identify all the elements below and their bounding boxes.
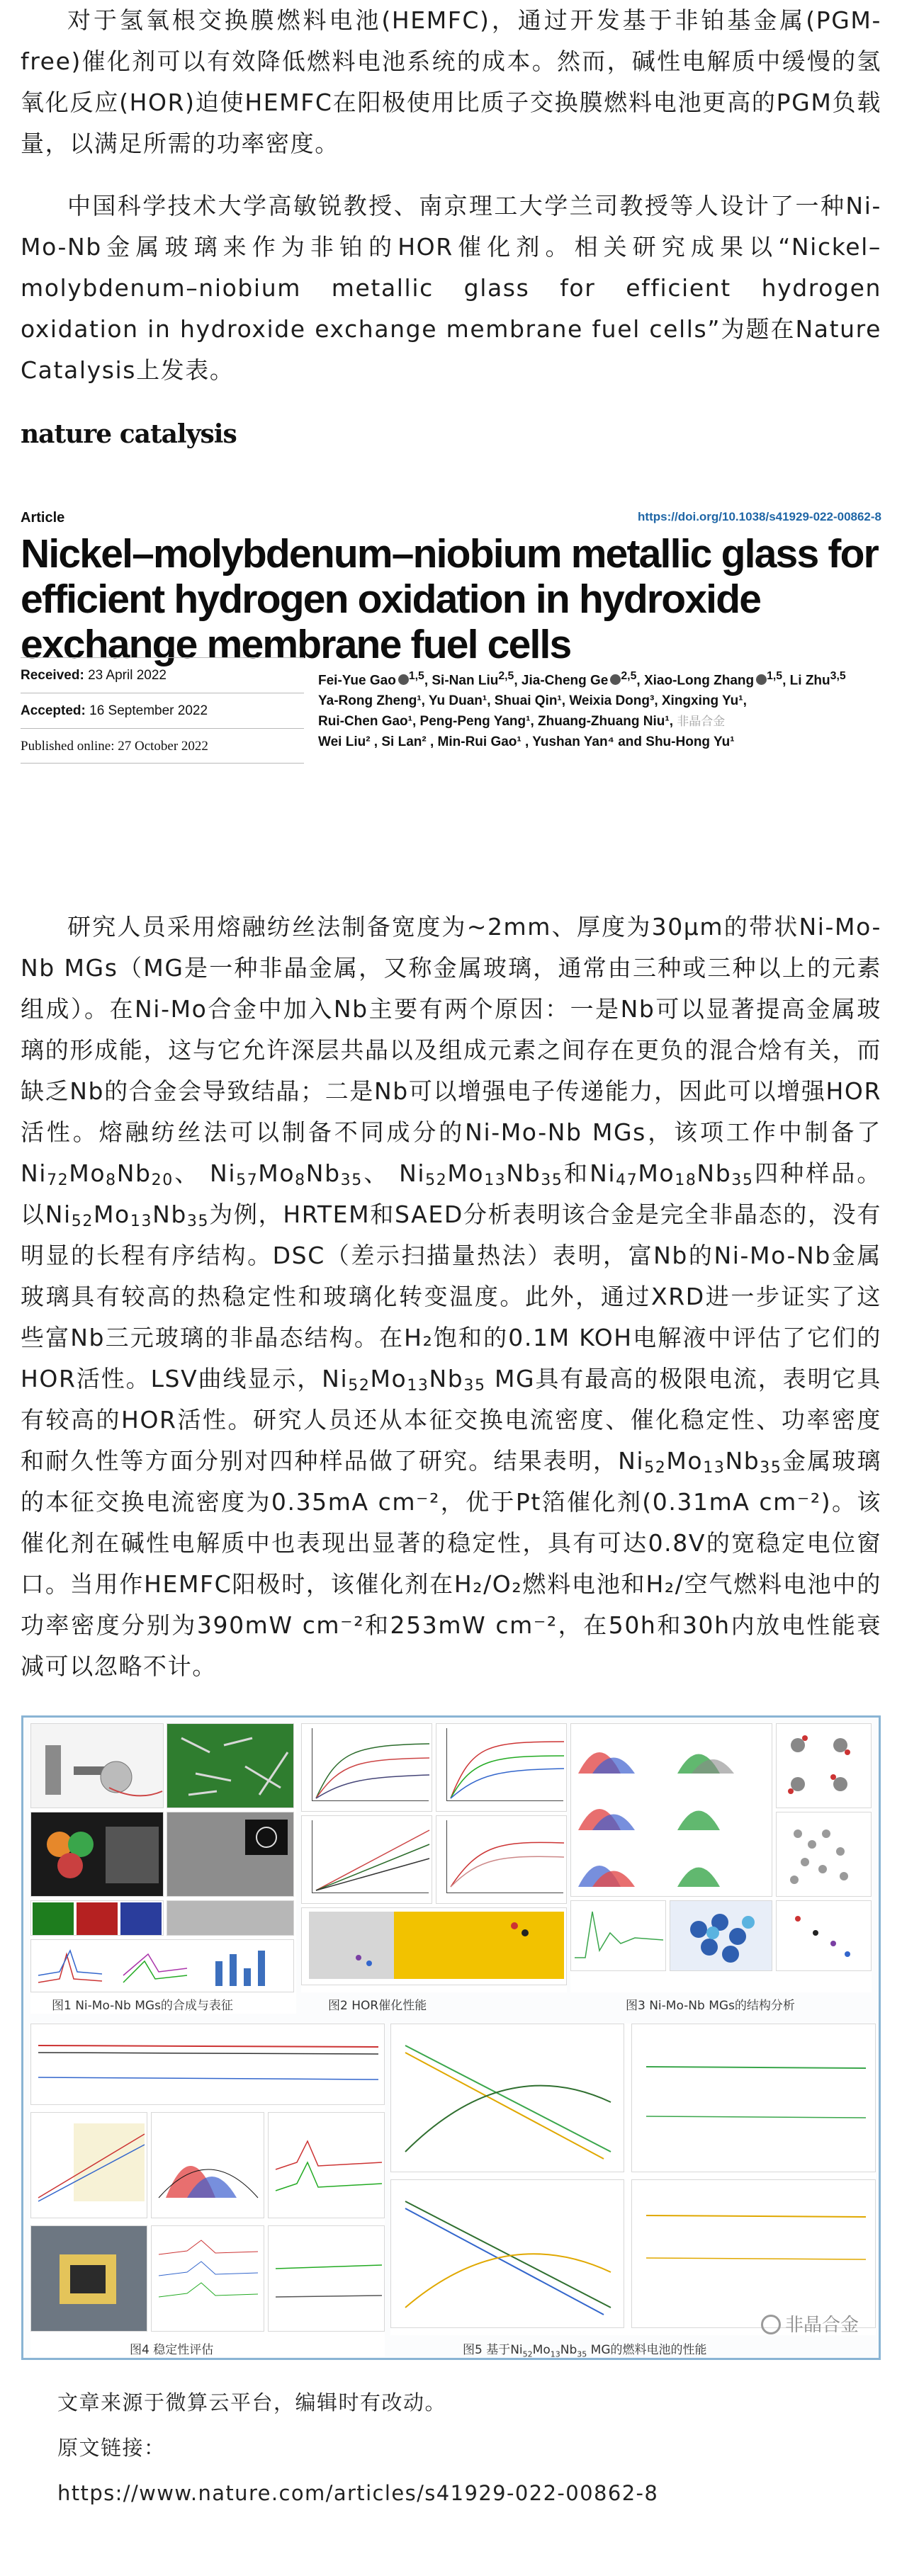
volcano-plot <box>301 1907 567 1985</box>
alloy-ni52-ref: $Ni_{52}Mo_{13}Nb_{35}$ <box>618 1447 782 1477</box>
doi-link[interactable]: https://doi.org/10.1038/s41929-022-00862-8 <box>638 510 881 523</box>
scatter-points <box>777 1901 872 1972</box>
body-text-e: 金属玻璃的本征交换电流密度为0.35mA cm⁻²，优于Pt箔催化剂(0.31mA cm⁻²)。该催化剂在碱性电解质中也表现出显著的稳定性，具有可达0.8V的宽稳定电位窗口。当用作HEMFC阳极时，该催化剂在H₂/O₂燃料电池和H₂/空气燃料电池中的功率密度分别为390mW cm⁻²和253mW cm⁻²，在50h和30h内放电性能衰减可以忽略不计。 <box>21 1447 881 1680</box>
xps-fit-peaks <box>152 2113 265 2219</box>
yellow-region-plot <box>302 1908 567 1986</box>
alloy-ni52: $Ni_{52}Mo_{13}Nb_{35}$ <box>399 1159 563 1189</box>
eds-maps <box>30 1900 164 1936</box>
alloy-ni72: $Ni_{72}Mo_8Nb_{20}$ <box>21 1159 174 1189</box>
separator: 和 <box>563 1159 590 1187</box>
source-note: 文章来源于微算云平台，编辑时有改动。 <box>57 2390 447 2415</box>
element-diagram <box>30 1812 164 1897</box>
cell-apparatus <box>31 2226 148 2332</box>
gaussian-peaks <box>571 1724 773 1897</box>
cell-photo <box>30 2225 147 2332</box>
figure-2-caption: 图2 HOR催化性能 <box>328 1999 427 2013</box>
author-names: Rui-Chen Gao¹, Peng-Peng Yang¹, Zhuang-Zhuang Niu¹, <box>318 714 674 730</box>
orcid-icon <box>756 674 767 685</box>
scatter-plot <box>776 1900 872 1971</box>
accepted-date <box>21 693 304 728</box>
tafel-plot <box>301 1815 432 1904</box>
author-name: Fei-Yue Gao <box>318 673 396 688</box>
hrtem-image <box>167 1900 294 1936</box>
alloy-ni47: $Ni_{47}Mo_{18}Nb_{35}$ <box>590 1159 754 1189</box>
accepted-value: 16 September 2022 <box>89 703 208 718</box>
raman-lines <box>269 2113 385 2219</box>
separator: 、 <box>173 1159 201 1187</box>
orcid-icon <box>610 674 621 685</box>
paper-dates <box>21 657 304 764</box>
pdf-curves <box>570 1723 772 1897</box>
intro-paragraph-1: 对于氢氧根交换膜燃料电池(HEMFC)，通过开发基于非铂基金属(PGM-free)催化剂可以有效降低燃料电池系统的成本。然而，碱性电解质中缓慢的氢氧化反应(HOR)迫使HEMFC在阳极使用比质子交换膜燃料电池更高的PGM负载量，以满足所需的功率密度。 <box>21 6 881 157</box>
accepted-label: Accepted: <box>21 703 86 718</box>
tafel-lines <box>302 1816 433 1905</box>
body-text-a: 研究人员采用熔融纺丝法制备宽度为~2mm、厚度为30μm的带状Ni-Mo-Nb MGs（MG是一种非晶金属，又称金属玻璃，通常由三种或三种以上的元素组成）。在Ni-Mo合金中加入Nb主要有两个原因：一是Nb可以显著提高金属玻璃的形成能，这与它允许深层共晶以及组成元素之间存在更负的混合焓有关，而缺乏Nb的合金会导致结晶；二是Nb可以增强电子传递能力，因此可以增强HOR活性。熔融纺丝法可以制备不同成分的Ni-Mo-Nb MGs，该项工作中制备了 <box>21 913 881 1146</box>
footer <box>57 2380 902 2516</box>
stability-curves <box>436 1815 567 1904</box>
saed-pattern <box>167 1812 295 1897</box>
cluster-glyphs <box>777 1724 872 1809</box>
alloy-ni52-ref: $Ni_{52}Mo_{13}Nb_{35}$ <box>45 1201 210 1230</box>
author-affil: 3,5 <box>830 670 846 682</box>
author-affil: 2,5 <box>621 670 637 682</box>
fig1-panel <box>30 1723 296 2014</box>
body-paragraph <box>21 907 881 1687</box>
watermark <box>761 2310 859 2337</box>
cv-plot <box>30 2112 147 2218</box>
link-label: 原文链接： <box>57 2436 166 2460</box>
chronoamperometry-plot <box>30 2024 385 2105</box>
apparatus-illustration <box>31 1724 164 1809</box>
ribbon-pieces <box>167 1724 295 1809</box>
author-line-4: Wei Liu² , Si Lan² , Min-Rui Gao¹ , Yushan Yan⁴ and Shu-Hong Yu¹ <box>318 734 735 750</box>
spinning-setup-image <box>30 1723 164 1808</box>
author-affil: 2,5 <box>498 670 514 682</box>
watermark-logo-icon <box>761 2315 781 2334</box>
separator: 、 <box>362 1159 390 1187</box>
h2-air-durability <box>631 2179 876 2328</box>
author-name: , Xiao-Long Zhang <box>636 673 755 688</box>
venn-diagram <box>31 1812 164 1897</box>
body-text-b: 四种样品。以 <box>21 1159 882 1228</box>
h2air-durability-line <box>632 2180 876 2329</box>
author-name: , Jia-Cheng Ge <box>514 673 609 688</box>
figure-5-caption: 图5 基于$Ni_{52}Mo_{13}Nb_{35}$ MG的燃料电池的性能 <box>463 2343 707 2359</box>
alloy-ni57: $Ni_{57}Mo_8Nb_{35}$ <box>210 1159 363 1189</box>
author-affil: 1,5 <box>767 670 783 682</box>
stability-trace <box>31 2024 385 2106</box>
impedance-plot <box>268 2225 385 2332</box>
impedance-lines <box>269 2226 385 2332</box>
inline-watermark: 非晶合金 <box>677 715 726 729</box>
received-date <box>21 657 304 693</box>
author-name: , Li Zhu <box>782 673 830 688</box>
composite-figure <box>21 1715 881 2360</box>
author-line-2: Ya-Rong Zheng¹, Yu Duan¹, Shuai Qin¹, Weixia Dong³, Xingxing Yu¹, <box>318 693 747 709</box>
rdf-plot <box>570 1900 666 1971</box>
fig4-panel <box>30 2024 385 2356</box>
watermark-text: 非晶合金 <box>784 2315 859 2336</box>
xrd-lines <box>152 2226 265 2332</box>
atom-cloud <box>777 1812 872 1897</box>
paper-header-image <box>21 419 881 892</box>
cluster-models <box>776 1723 872 1808</box>
raman-plot <box>268 2112 385 2218</box>
author-affil: 1,5 <box>408 670 424 682</box>
spectra-lines <box>31 1940 295 1993</box>
cv-curves <box>31 2113 148 2219</box>
polarization-curves <box>436 1723 567 1812</box>
author-list <box>318 666 881 752</box>
received-value: 23 April 2022 <box>88 668 167 683</box>
article-type: Article <box>21 510 65 526</box>
h2-o2-polarization <box>390 2024 624 2172</box>
sphere-pack <box>670 1901 773 1972</box>
orcid-icon <box>398 674 409 685</box>
h2-air-polarization <box>390 2179 624 2328</box>
h2o2-curves <box>391 2024 625 2173</box>
tem-image <box>167 1812 294 1897</box>
xps-spectra <box>30 1939 294 1992</box>
ribbon-photo <box>167 1723 294 1808</box>
journal-name: nature catalysis <box>21 419 237 449</box>
xps-fit-plot <box>151 2112 264 2218</box>
lsv-lines <box>302 1724 433 1812</box>
figure-3-caption: 图3 Ni-Mo-Nb MGs的结构分析 <box>626 1999 795 2013</box>
received-label: Received: <box>21 668 84 683</box>
atomic-model <box>776 1812 872 1897</box>
h2air-curves <box>391 2180 625 2329</box>
polarization-lines <box>436 1724 567 1812</box>
h2-o2-durability <box>631 2024 876 2172</box>
source-link[interactable]: https://www.nature.com/articles/s41929-022-00862-8 <box>57 2481 659 2505</box>
stability-lines <box>436 1816 567 1905</box>
figure-4-caption: 图4 稳定性评估 <box>130 2343 214 2357</box>
fig2-panel <box>301 1723 567 1992</box>
body-text-c: 为例，HRTEM和SAED分析表明该合金是完全非晶态的，没有明显的长程有序结构。DSC（差示扫描量热法）表明，富Nb的Ni-Mo-Nb金属玻璃具有较高的热稳定性和玻璃化转变温度。此外，通过XRD进一步证实了这些富Nb三元玻璃的非晶态结构。在H₂饱和的0.1M KOH电解液中评估了它们的HOR活性。LSV曲线显示， <box>21 1201 881 1392</box>
xrd-stack-plot <box>151 2225 264 2332</box>
author-name: , Si-Nan Liu <box>424 673 499 688</box>
fig5-panel <box>390 2024 876 2335</box>
rdf-line <box>571 1901 667 1972</box>
body-text-d: MG具有最高的极限电流，表明它具有较高的HOR活性。研究人员还从本征交换电流密度、催化稳定性、功率密度和耐久性等方面分别对四种样品做了研究。结果表明， <box>21 1365 882 1475</box>
published-date: Published online: 27 October 2022 <box>21 728 304 764</box>
author-line-3 <box>318 711 881 732</box>
eds-map-tiles <box>31 1901 164 1936</box>
author-line-1 <box>318 666 881 691</box>
h2o2-durability-line <box>632 2024 876 2173</box>
lsv-curves <box>301 1723 432 1812</box>
paper-title: Nickel–molybdenum–niobium metallic glass for efficient hydrogen oxidation in hydroxide exchange membrane fuel cells <box>21 531 878 667</box>
alloy-ni52-ref: $Ni_{52}Mo_{13}Nb_{35}$ <box>322 1365 486 1395</box>
intro-paragraph-2: 中国科学技术大学高敏锐教授、南京理工大学兰司教授等人设计了一种Ni-Mo-Nb金属玻璃来作为非铂的HOR催化剂。相关研究成果以“Nickel–molybdenum–niobium metallic glass for efficient hydrogen oxidation in hydroxide exchange membrane fuel cells”为题在Nature Catalysis上发表。 <box>21 192 881 384</box>
fig3-panel <box>570 1723 872 1992</box>
figure-1-caption: 图1 Ni-Mo-Nb MGs的合成与表征 <box>52 1999 233 2013</box>
voronoi-model <box>670 1900 772 1971</box>
